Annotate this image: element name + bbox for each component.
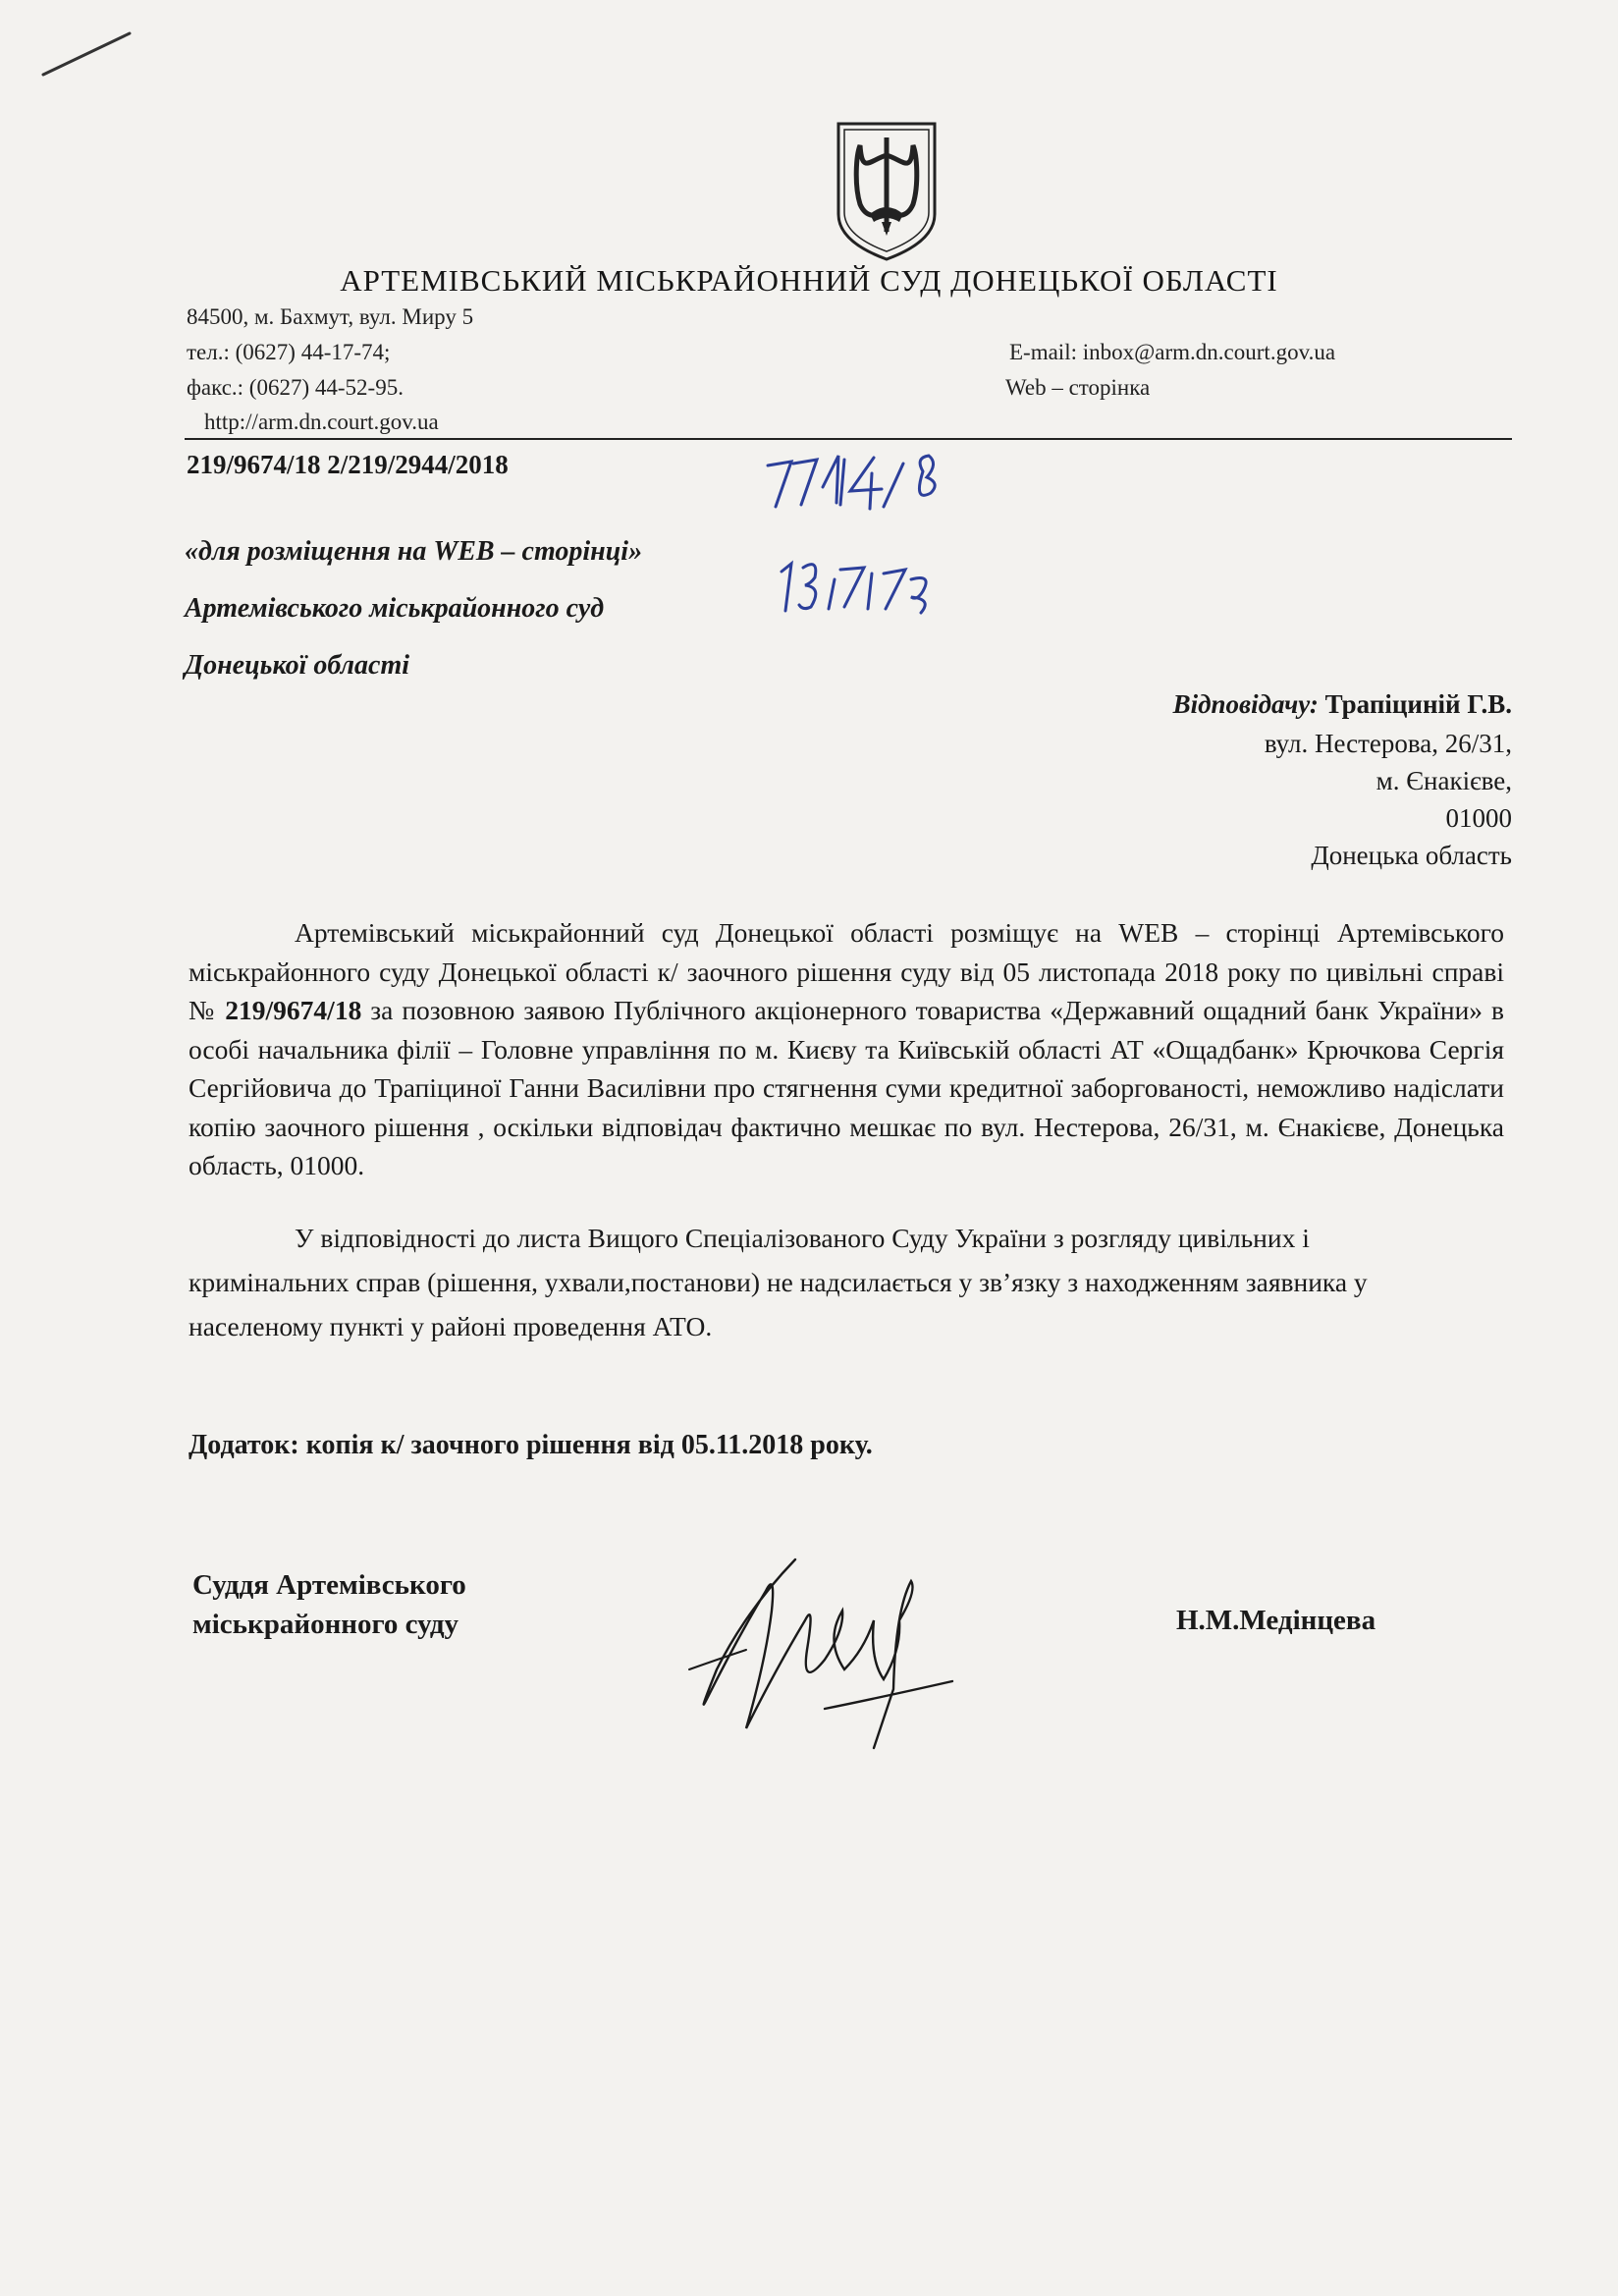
judge-title (192, 1565, 466, 1644)
pen-stroke-mark (39, 29, 133, 79)
court-address: 84500, м. Бахмут, вул. Миру 5 (187, 304, 474, 329)
recipient-postcode: 01000 (1445, 803, 1512, 833)
court-title: АРТЕМІВСЬКИЙ МІСЬКРАЙОННИЙ СУД ДОНЕЦЬКОЇ ОБЛАСТІ (340, 263, 1278, 298)
ukraine-coat-of-arms-icon (831, 116, 943, 263)
court-phone: тел.: (0627) 44-17-74; (187, 340, 391, 364)
header-divider (185, 438, 1512, 440)
judge-title-line-1: Суддя Артемівського (192, 1569, 466, 1601)
recipient-city: м. Єнакієве, (1375, 766, 1512, 795)
recipient-line (1173, 689, 1512, 720)
recipient-street: вул. Нестерова, 26/31, (1264, 729, 1512, 758)
handwritten-registration-number (766, 444, 1021, 522)
appendix-line: Додаток: копія к/ заочного рішення від 05.11.2018 року. (189, 1430, 873, 1460)
body-paragraph-1 (189, 913, 1504, 1185)
court-email: E-mail: inbox@arm.dn.court.gov.ua (1009, 340, 1336, 364)
judge-title-line-2: міськрайонного суду (192, 1609, 459, 1640)
court-fax: факс.: (0627) 44-52-95. (187, 375, 404, 400)
paragraph-1-text-start: Артемівський міськрайонний суд Донецької області розміщує на WEB – сторінці Артемівського міськрайонного суду Донецької області к/ заочного рішення суду від 05 листопада 2018 року по цивільні справі № (189, 917, 1504, 1025)
recipient-name: Трапіциній Г.В. (1324, 689, 1512, 719)
web-note-line-2: Артемівського міськрайонного суд (185, 593, 605, 624)
court-web-label: Web – сторінка (1005, 375, 1151, 400)
body-paragraph-2: У відповідності до листа Вищого Спеціалізованого Суду України з розгляду цивільних і кримінальних справ (рішення, ухвали,постанови) не надсилається у зв’язку з находженням заявника у населеному пункті у районі проведення АТО. (189, 1223, 1368, 1341)
court-website: http://arm.dn.court.gov.ua (204, 410, 439, 434)
web-note-line-3: Донецької області (185, 650, 410, 681)
handwritten-signature (677, 1552, 962, 1758)
judge-name: Н.М.Медінцева (1176, 1605, 1376, 1636)
recipient-region: Донецька область (1311, 841, 1512, 870)
case-numbers: 219/9674/18 2/219/2944/2018 (187, 450, 509, 479)
recipient-label: Відповідачу: (1172, 689, 1319, 719)
web-note-line-1: «для розміщення на WEB – сторінці» (185, 536, 643, 567)
paragraph-1-case-number: 219/9674/18 (225, 995, 362, 1025)
paragraph-1-text-end: за позовною заявою Публічного акціонерного товариства «Державний ощадний банк України» в особі начальника філії – Головне управління по м. Києву та Київській області АТ «Ощадбанк» Крючкова Сергія Сергійовича до Трапіциної Ганни Василівни про стягнення суми кредитної заборгованості, неможливо надіслати копію заочного рішення , оскільки відповідач фактично мешкає по вул. Нестерова, 26/31, м. Єнакієве, Донецька область, 01000. (189, 995, 1505, 1180)
handwritten-date (776, 550, 952, 619)
